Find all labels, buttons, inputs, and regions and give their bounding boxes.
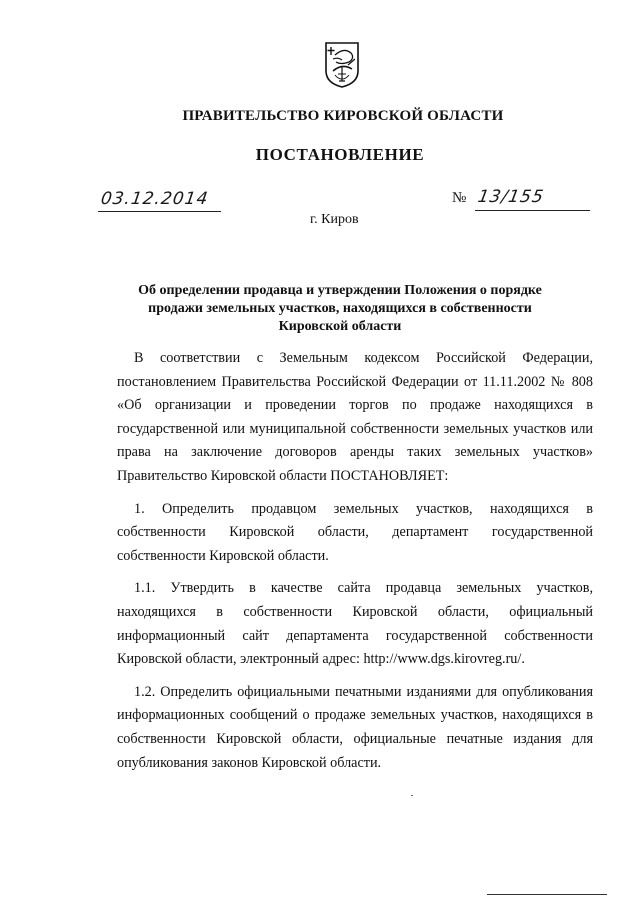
clause-1-1-paragraph: 1.1. Утвердить в качестве сайта продавца земельных участков, находящихся в собственности Кировской области, официальный информационный сайт департамента государственной собственности Кировской области, электронный адрес: http://www.dgs.kirovreg.ru/. — [117, 580, 593, 668]
footer-rule — [487, 894, 607, 895]
handwritten-number: 13/155 — [476, 187, 546, 207]
clause-1-paragraph: 1. Определить продавцом земельных участков, находящихся в собственности Кировской области, департамент государственной собственности Кировской области. — [117, 500, 593, 564]
city-name: г. Киров — [310, 212, 359, 227]
date-underline — [98, 211, 221, 212]
resolution-body — [117, 347, 593, 784]
government-name: ПРАВИТЕЛЬСТВО КИРОВСКОЙ ОБЛАСТИ — [182, 108, 504, 124]
subject-line: Об определении продавца и утверждении Положения о порядке — [138, 283, 542, 298]
clause-1-2-paragraph: 1.2. Определить официальными печатными изданиями для опубликования информационных сообщений о продаже земельных участков, находящихся в собственности Кировской области, официальные печатные издания для опубликования законов Кировской области. — [117, 683, 593, 771]
resolution-subject — [100, 282, 580, 336]
preamble-paragraph: В соответствии с Земельным кодексом Российской Федерации, постановлением Правительства Российской Федерации от 11.11.2002 № 808 «Об организации и проведении торгов по продаже находящихся в государственной или муниципальной собственности земельных участков или права на заключение договоров аренды таких земельных участков» Правительство Кировской области ПОСТАНОВЛЯЕТ: — [117, 350, 593, 484]
number-underline — [475, 210, 590, 211]
subject-line: продажи земельных участков, находящихся в собственности — [148, 301, 532, 316]
number-sign: № — [452, 190, 467, 206]
handwritten-date: 03.12.2014 — [99, 189, 210, 209]
kirov-coat-of-arms-icon — [324, 41, 360, 89]
document-type-title: ПОСТАНОВЛЕНИЕ — [255, 145, 425, 164]
subject-line: Кировской области — [278, 319, 402, 334]
scan-speck — [411, 795, 413, 796]
